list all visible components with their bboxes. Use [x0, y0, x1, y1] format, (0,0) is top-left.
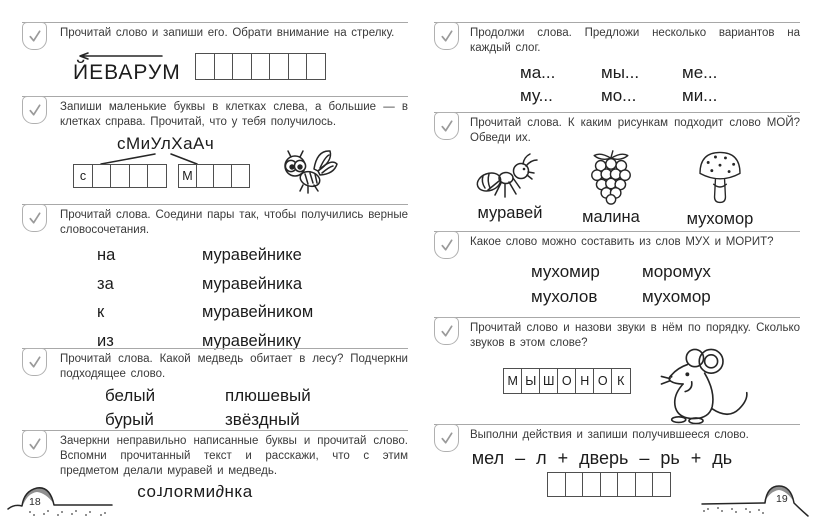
- letter-cell: [582, 472, 601, 497]
- letter-cell: Н: [575, 368, 595, 394]
- mouse-icon: [642, 344, 750, 424]
- option-word: бурый: [105, 410, 154, 429]
- preposition: из: [97, 331, 114, 350]
- letter-cell: [288, 53, 308, 80]
- task-name-sounds: [434, 317, 800, 425]
- page-number: 19: [776, 493, 788, 505]
- task-instruction: Прочитай слова. Соедини пары так, чтобы получились верные словосочетания.: [60, 209, 408, 236]
- word-expression: мел – л + дверь – рь + дь: [471, 448, 733, 468]
- task-instruction: Зачеркни неправильно написанные буквы и прочитай слово. Вспомни прочитанный текст и расскажи, что с этим предметом делали муравей и медведь.: [60, 435, 408, 477]
- task-instruction: Прочитай слово и запиши его. Обрати внимание на стрелку.: [60, 27, 395, 39]
- task-circle-pictures: [434, 112, 800, 232]
- task-check-icon: [22, 348, 47, 376]
- letter-cell: О: [557, 368, 577, 394]
- task-compose-word: [434, 231, 800, 318]
- options-col-1: [531, 259, 642, 309]
- option-word: плюшевый: [225, 386, 311, 405]
- option-word: мухолов: [531, 287, 598, 306]
- ant-footprints: [703, 507, 764, 514]
- letter-cell: [600, 472, 619, 497]
- task-check-icon: [434, 112, 459, 140]
- task-instruction: Прочитай слово и назови звуки в нём по порядку. Сколько звуков в этом слове?: [470, 322, 800, 349]
- letter-cell: О: [593, 368, 613, 394]
- task-match-pairs: [22, 204, 408, 349]
- picture-label: мухомор: [686, 210, 754, 228]
- syllable: ми...: [682, 86, 718, 105]
- letter-cell: с: [73, 164, 93, 188]
- page-18: [22, 0, 408, 530]
- compose-options: [531, 259, 711, 309]
- words-column: [202, 241, 313, 355]
- left-arrow-icon: [72, 51, 164, 61]
- syllable: ме...: [682, 63, 718, 82]
- capital-letter-cells: [178, 164, 248, 188]
- task-instruction: Выполни действия и запиши получившееся слово.: [470, 429, 749, 441]
- letter-cell: [129, 164, 149, 188]
- syllable: му...: [520, 86, 553, 105]
- task-check-icon: [434, 231, 459, 259]
- task-read-word-arrow: [22, 22, 408, 97]
- task-underline-word: [22, 348, 408, 431]
- letters: ∂: [215, 482, 225, 501]
- letters: со: [137, 482, 157, 501]
- page-number: 18: [29, 496, 41, 508]
- syllable: ма...: [520, 63, 556, 82]
- letter-cell: [213, 164, 232, 188]
- letter-cell: М: [178, 164, 197, 188]
- letter-cell: [110, 164, 130, 188]
- task-instruction: Прочитай слова. К каким рисункам подходит слово МОЙ? Обведи их.: [470, 117, 800, 144]
- anthill-page-number-right: [688, 478, 816, 526]
- picture-label: малина: [582, 208, 640, 226]
- options-col-2: [642, 259, 711, 309]
- picture-label: муравей: [477, 204, 543, 222]
- letter-cell: [92, 164, 112, 188]
- letters: нка: [224, 482, 253, 501]
- raspberry-icon: [586, 149, 636, 205]
- fly-agaric-icon: [692, 147, 748, 207]
- letter-cells-myshonok: [503, 368, 629, 394]
- task-check-icon: [434, 317, 459, 345]
- mixed-case-word: сМиУлХаАч: [117, 134, 215, 153]
- letter-cell: К: [611, 368, 631, 394]
- figure-mushroom: [682, 147, 758, 229]
- figure-raspberry: [576, 149, 646, 227]
- ant-footprints: [29, 510, 106, 516]
- small-letter-cells: [73, 164, 166, 188]
- task-check-icon: [22, 204, 47, 232]
- syllable: мы...: [601, 63, 640, 82]
- letter-cell: Ш: [539, 368, 559, 394]
- task-check-icon: [22, 96, 47, 124]
- option-word: белый: [105, 386, 156, 405]
- letter-cell: [269, 53, 289, 80]
- task-instruction: Продолжи слова. Предложи несколько вариантов на каждый слог.: [470, 27, 800, 54]
- letter-cell: [231, 164, 250, 188]
- anthill-page-number-left: [6, 482, 118, 526]
- option-word: мухомир: [531, 262, 600, 281]
- preposition: на: [97, 246, 116, 264]
- task-continue-syllables: [434, 22, 800, 113]
- page-19: [434, 0, 800, 530]
- preposition: за: [97, 274, 114, 293]
- letter-cell: [251, 53, 271, 80]
- answer-cells: [547, 472, 670, 497]
- letters: ми: [193, 482, 216, 501]
- letter-cell: Ы: [521, 368, 541, 394]
- syllable-grid: [520, 61, 763, 107]
- letter-cell: [147, 164, 167, 188]
- task-check-icon: [434, 22, 459, 50]
- figure-ant: [470, 151, 550, 223]
- word-pairs: [97, 241, 313, 355]
- case-word: муравейнику: [202, 331, 301, 350]
- task-instruction: Прочитай слова. Какой медведь обитает в лесу? Подчеркни подходящее слово.: [60, 353, 408, 380]
- option-word: моромух: [642, 262, 711, 281]
- prepositions-column: [97, 241, 202, 355]
- letter-cell: [196, 164, 215, 188]
- fly-icon: [280, 145, 338, 195]
- case-word: муравейником: [202, 303, 314, 321]
- options-col-1: [105, 384, 225, 432]
- letter-cell: [565, 472, 584, 497]
- case-word: муравейника: [202, 274, 303, 293]
- case-word: муравейнике: [202, 246, 302, 264]
- task-check-icon: [22, 22, 47, 50]
- letter-cell: М: [503, 368, 523, 394]
- syllable: мо...: [601, 86, 637, 105]
- option-word: мухомор: [642, 287, 711, 306]
- options-col-2: [225, 384, 311, 432]
- answer-cells: [195, 53, 325, 80]
- letter-cell: [214, 53, 234, 80]
- option-word: звёздный: [225, 410, 300, 429]
- letter-cell: [635, 472, 654, 497]
- mirrored-letter: г: [156, 483, 164, 502]
- letters: ʀ: [183, 482, 194, 501]
- reversed-word: ЙЕВАРУМ: [73, 61, 181, 84]
- letters: ло: [163, 482, 184, 501]
- letter-cell: [306, 53, 326, 80]
- task-instruction: Какое слово можно составить из слов МУХ и МОРИТ?: [470, 236, 774, 248]
- letter-cell: [195, 53, 215, 80]
- letter-cell: [547, 472, 566, 497]
- task-instruction: Запиши маленькие буквы в клетках слева, а большие — в клетках справа. Прочитай, что у тебя получилось.: [60, 101, 408, 128]
- task-check-icon: [22, 430, 47, 458]
- ant-icon: [475, 151, 545, 201]
- bear-options: [105, 384, 311, 432]
- letter-cell: [652, 472, 671, 497]
- preposition: к: [97, 303, 105, 321]
- task-sort-letters: [22, 96, 408, 203]
- letter-cell: [232, 53, 252, 80]
- letter-cell: [617, 472, 636, 497]
